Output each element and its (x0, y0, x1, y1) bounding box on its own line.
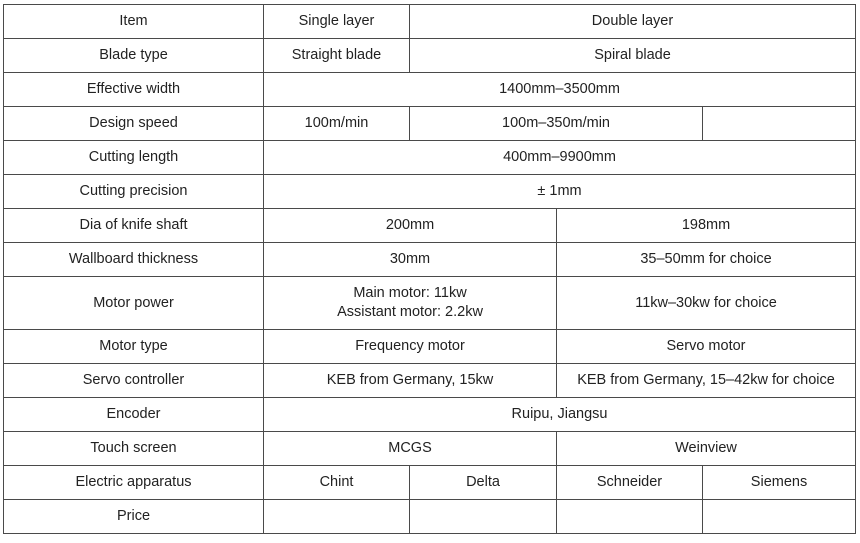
table-row (4, 107, 856, 141)
table-row (4, 39, 856, 73)
table-cell: ± 1mm (264, 175, 856, 209)
table-row (4, 73, 856, 107)
table-row (4, 398, 856, 432)
row-label: Price (4, 500, 264, 534)
table-row (4, 500, 856, 534)
table-cell: Chint (264, 466, 410, 500)
table-cell: Single layer (264, 5, 410, 39)
cell-line: Main motor: 11kw (353, 285, 467, 301)
row-label: Design speed (4, 107, 264, 141)
row-label: Blade type (4, 39, 264, 73)
table-row (4, 364, 856, 398)
table-cell (557, 500, 703, 534)
table-cell: 11kw–30kw for choice (557, 277, 856, 330)
table-cell: Delta (410, 466, 557, 500)
table-row (4, 141, 856, 175)
table-cell: Weinview (557, 432, 856, 466)
row-label: Motor power (4, 277, 264, 330)
table-cell: MCGS (264, 432, 557, 466)
table-cell (264, 500, 410, 534)
table-cell: Siemens (703, 466, 856, 500)
table-cell: KEB from Germany, 15–42kw for choice (557, 364, 856, 398)
row-label: Motor type (4, 330, 264, 364)
table-cell: Straight blade (264, 39, 410, 73)
table-cell (410, 500, 557, 534)
table-row (4, 243, 856, 277)
table-cell (703, 107, 856, 141)
table-row (4, 209, 856, 243)
table-cell: 200mm (264, 209, 557, 243)
table-cell: 35–50mm for choice (557, 243, 856, 277)
table-cell: Schneider (557, 466, 703, 500)
table-row (4, 432, 856, 466)
row-label: Wallboard thickness (4, 243, 264, 277)
row-label: Item (4, 5, 264, 39)
row-label: Effective width (4, 73, 264, 107)
table-cell: Ruipu, Jiangsu (264, 398, 856, 432)
cell-line: Assistant motor: 2.2kw (337, 304, 483, 320)
table-cell: Frequency motor (264, 330, 557, 364)
table-row (4, 330, 856, 364)
table-cell: 1400mm–3500mm (264, 73, 856, 107)
table-cell: Double layer (410, 5, 856, 39)
row-label: Cutting length (4, 141, 264, 175)
table-cell: KEB from Germany, 15kw (264, 364, 557, 398)
row-label: Electric apparatus (4, 466, 264, 500)
row-label: Servo controller (4, 364, 264, 398)
table-row (4, 277, 856, 330)
row-label: Cutting precision (4, 175, 264, 209)
table-cell (703, 500, 856, 534)
table-cell: 400mm–9900mm (264, 141, 856, 175)
row-label: Dia of knife shaft (4, 209, 264, 243)
row-label: Touch screen (4, 432, 264, 466)
table-row (4, 175, 856, 209)
table-cell: 198mm (557, 209, 856, 243)
table-cell (264, 277, 557, 330)
table-row (4, 466, 856, 500)
spec-table (3, 4, 856, 534)
row-label: Encoder (4, 398, 264, 432)
table-row (4, 5, 856, 39)
table-cell: 30mm (264, 243, 557, 277)
table-cell: 100m/min (264, 107, 410, 141)
table-cell: Spiral blade (410, 39, 856, 73)
table-cell: Servo motor (557, 330, 856, 364)
table-cell: 100m–350m/min (410, 107, 703, 141)
